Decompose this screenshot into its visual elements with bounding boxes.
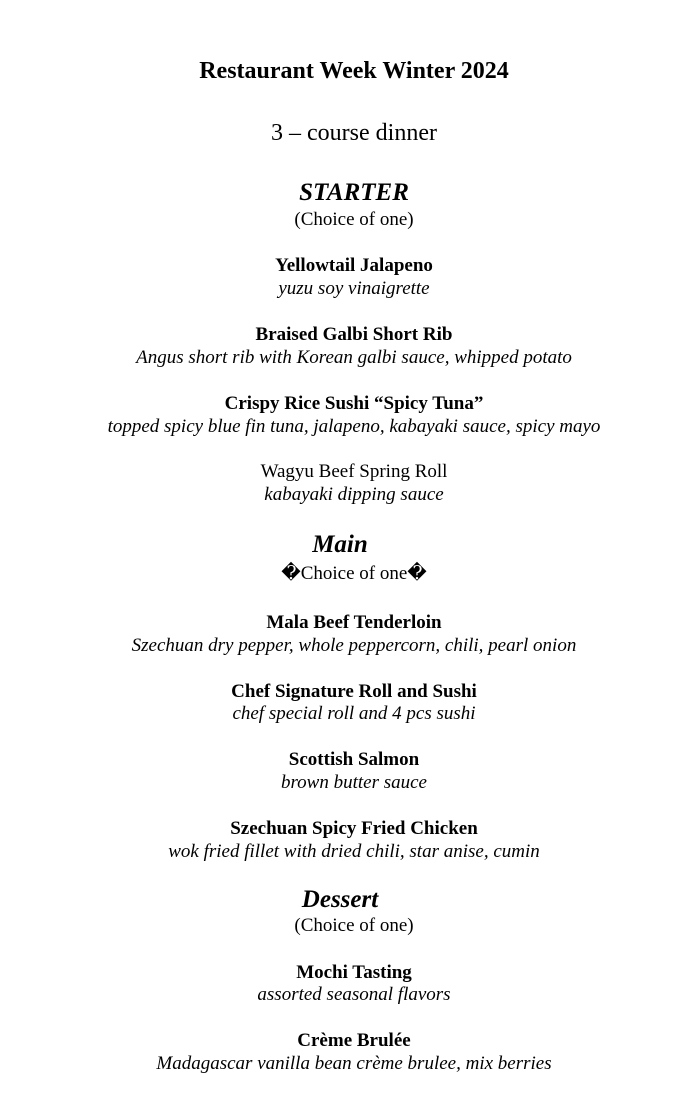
menu-item-name: Yellowtail Jalapeno xyxy=(275,255,433,276)
menu-item-name: Crispy Rice Sushi “Spicy Tuna” xyxy=(224,393,484,414)
menu-item-name: Scottish Salmon xyxy=(288,749,420,770)
menu-item-name: Szechuan Spicy Fried Chicken xyxy=(230,818,478,839)
menu-item-description: kabayaki dipping sauce xyxy=(264,484,444,505)
section-heading-starter: STARTER xyxy=(299,179,409,206)
menu-item-name: Mala Beef Tenderloin xyxy=(266,612,442,633)
menu-item-name: Crème Brulée xyxy=(297,1030,411,1051)
menu-item-description: assorted seasonal flavors xyxy=(257,984,451,1005)
menu-item-description: brown butter sauce xyxy=(280,772,427,793)
section-heading-main: Main xyxy=(312,531,368,558)
section-heading-dessert: Dessert xyxy=(301,886,379,913)
menu-title: Restaurant Week Winter 2024 xyxy=(199,58,509,84)
menu-item-name: Mochi Tasting xyxy=(296,962,412,983)
menu-item-name: Chef Signature Roll and Sushi xyxy=(231,681,477,702)
menu-item-name: Braised Galbi Short Rib xyxy=(255,324,453,345)
menu-item-description: yuzu soy vinaigrette xyxy=(278,278,430,299)
menu-item-description: Madagascar vanilla bean crème brulee, mix berries xyxy=(156,1053,552,1074)
section-choice-note: (Choice of one) xyxy=(294,915,414,936)
menu-item-description: chef special roll and 4 pcs sushi xyxy=(232,703,476,724)
menu-item-description: topped spicy blue fin tuna, jalapeno, kabayaki sauce, spicy mayo xyxy=(107,416,601,437)
section-choice-note: �Choice of one� xyxy=(281,563,427,584)
menu-item-description: Szechuan dry pepper, whole peppercorn, chili, pearl onion xyxy=(131,635,577,656)
menu-item-description: Angus short rib with Korean galbi sauce, whipped potato xyxy=(136,347,572,368)
menu-item-description: wok fried fillet with dried chili, star anise, cumin xyxy=(168,841,540,862)
section-choice-note: (Choice of one) xyxy=(294,209,414,230)
menu-subtitle: 3 – course dinner xyxy=(271,120,437,146)
menu-item-name: Wagyu Beef Spring Roll xyxy=(260,461,448,482)
